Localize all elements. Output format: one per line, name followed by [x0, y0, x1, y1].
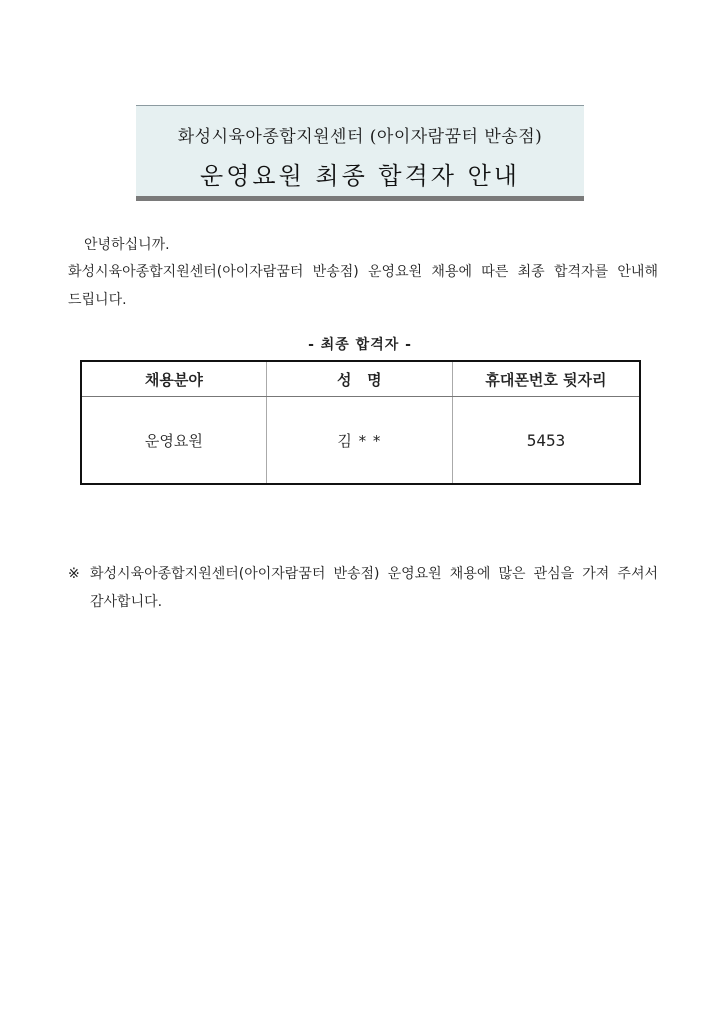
organization-title: 화성시육아종합지원센터 (아이자람꿈터 반송점): [177, 127, 543, 147]
title-box: [136, 105, 584, 201]
result-table: [80, 360, 641, 485]
cell-phone: 5453: [526, 430, 566, 450]
greeting-text: 안녕하십니까.: [84, 237, 170, 253]
column-header-field: 채용분야: [81, 361, 266, 397]
cell-field: 운영요원: [81, 397, 266, 485]
page-title: 운영요원 최종 합격자 안내: [200, 162, 520, 190]
column-header-name: 성 명: [266, 361, 452, 397]
note-mark: ※: [68, 566, 80, 582]
column-header-phone: 휴대폰번호 뒷자리: [452, 361, 640, 397]
note-text: 화성시육아종합지원센터(아이자람꿈터 반송점) 운영요원 채용에 많은 관심을 가져 주셔서 감사합니다.: [90, 566, 658, 610]
table-row: [81, 397, 640, 485]
section-heading: - 최종 합격자 -: [308, 337, 412, 353]
table-header-row: [81, 361, 640, 397]
cell-name: 김 * *: [266, 397, 452, 485]
intro-paragraph: 화성시육아종합지원센터(아이자람꿈터 반송점) 운영요원 채용에 따른 최종 합격자를 안내해 드립니다.: [68, 264, 658, 308]
closing-note: [68, 560, 658, 616]
